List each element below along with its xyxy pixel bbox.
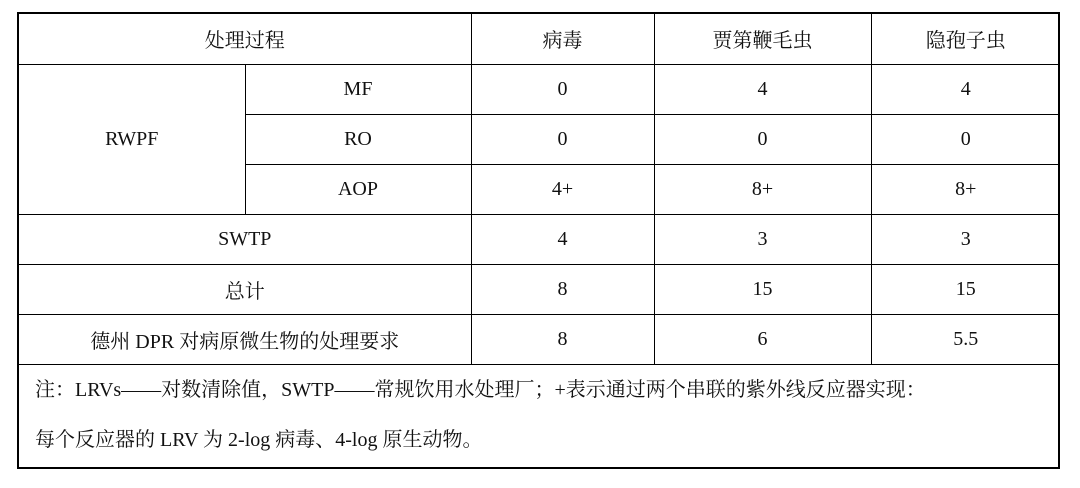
header-virus: 病毒 <box>471 14 654 64</box>
rwpf-label: RWPF <box>19 64 245 214</box>
note-row <box>19 364 1060 465</box>
value-cell: 8+ <box>654 164 871 214</box>
header-row <box>19 14 1060 64</box>
header-giardia: 贾第鞭毛虫 <box>654 14 871 64</box>
value-cell: 3 <box>654 214 871 264</box>
table-row <box>19 314 1060 364</box>
value-cell: 0 <box>871 114 1060 164</box>
note-line-1: 注：LRVs——对数清除值，SWTP——常规饮用水处理厂；+表示通过两个串联的紫外线反应器实现： <box>35 378 926 401</box>
value-cell: 15 <box>654 264 871 314</box>
value-cell: 4 <box>654 64 871 114</box>
header-cryptosporidium: 隐孢子虫 <box>871 14 1060 64</box>
row-label: SWTP <box>19 214 471 264</box>
value-cell: 8+ <box>871 164 1060 214</box>
row-label: 德州 DPR 对病原微生物的处理要求 <box>19 314 471 364</box>
value-cell: 15 <box>871 264 1060 314</box>
value-cell: 6 <box>654 314 871 364</box>
value-cell: 3 <box>871 214 1060 264</box>
value-cell: 4 <box>871 64 1060 114</box>
value-cell: 5.5 <box>871 314 1060 364</box>
value-cell: 8 <box>471 314 654 364</box>
lrv-table <box>19 14 1060 465</box>
note-line-2: 每个反应器的 LRV 为 2-log 病毒、4-log 原生动物。 <box>35 428 483 451</box>
value-cell: 0 <box>654 114 871 164</box>
table-row <box>19 264 1060 314</box>
lrv-table-frame <box>17 12 1060 469</box>
table-row <box>19 214 1060 264</box>
table-note <box>19 364 1060 465</box>
row-label: 总计 <box>19 264 471 314</box>
process-cell: MF <box>245 64 471 114</box>
process-cell: AOP <box>245 164 471 214</box>
value-cell: 0 <box>471 114 654 164</box>
value-cell: 0 <box>471 64 654 114</box>
process-cell: RO <box>245 114 471 164</box>
header-process: 处理过程 <box>19 14 471 64</box>
table-row <box>19 64 1060 114</box>
value-cell: 4+ <box>471 164 654 214</box>
value-cell: 8 <box>471 264 654 314</box>
value-cell: 4 <box>471 214 654 264</box>
